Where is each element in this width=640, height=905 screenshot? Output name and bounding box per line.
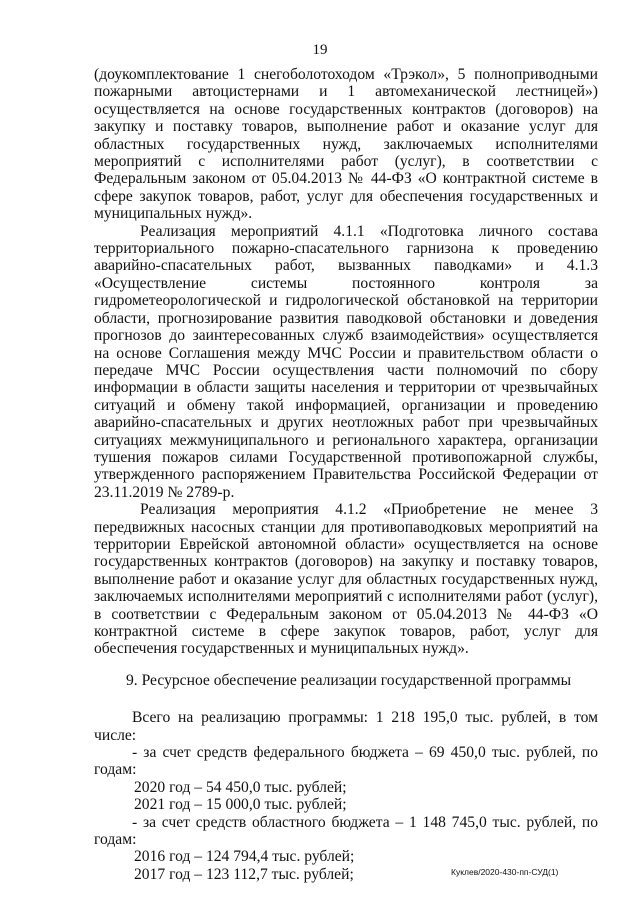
paragraph-measures-4-1-1-4-1-3: Реализация мероприятий 4.1.1 «Подготовка личного состава территориального пожарно-спасательного гарнизона к проведению аварийно-спасательных работ, вызванных паводками» и 4.1.3 «Осуществление системы постоянного контроля за гидрометеорологической и гидрологической обстановкой на территории области, прогнозирование развития паводковой обстановки и доведения прогнозов до заинтересованных служб взаимодействия» осуществляется на основе Соглашения между МЧС России и правительством области о передаче МЧС России осуществления части полномочий по сбору информации в области защиты населения и территории от чрезвычайных ситуаций и обмену такой информацией, организации и проведению аварийно-спасательных и других неотложных работ при чрезвычайных ситуациях межмуниципального и регионального характера, организации тушения пожаров силами Государственной противопожарной службы, утвержденного распоряжением Правительства Российской Федерации от 23.11.2019 № 2789-р. [94,222,598,501]
paragraph-continuation: (доукомплектование 1 снегоболотоходом «Трэкол», 5 полноприводными пожарными автоцистернами и 1 автомеханической лестницей») осуществляется на основе государственных контрактов (договоров) на закупку и поставку товаров, выполнение работ и оказание услуг для областных государственных нужд, заключаемых исполнителями мероприятий с исполнителями работ (услуг), в соответствии с Федеральным законом от 05.04.2013 № 44-ФЗ «О контрактной системе в сфере закупок товаров, работ, услуг для обеспечения государственных и муниципальных нужд». [94,66,598,223]
budget-federal: - за счет средств федерального бюджета – 69 450,0 тыс. рублей, по годам: [94,744,598,779]
regional-year-line: 2016 год – 124 794,4 тыс. рублей; [134,848,355,866]
federal-year-line: 2020 год – 54 450,0 тыс. рублей; [134,778,347,796]
regional-year-line: 2017 год – 123 112,7 тыс. рублей; [134,865,354,883]
federal-year-line: 2021 год – 15 000,0 тыс. рублей; [134,796,347,814]
section-heading: 9. Ресурсное обеспечение реализации государственной программы [126,671,572,689]
footer-document-code: Куклев/2020-430-пп-СУД(1) [451,867,559,877]
page-number: 19 [312,42,328,58]
document-body [94,66,598,883]
paragraph-measure-4-1-2: Реализация мероприятия 4.1.2 «Приобретение не менее 3 передвижных насосных станции для противопаводковых мероприятий на территории Еврейской автономной области» осуществляется на основе государственных контрактов (договоров) на закупку и поставку товаров, выполнение работ и оказание услуг для областных государственных нужд, заключаемых исполнителями мероприятий с исполнителями работ (услуг), в соответствии с Федеральным законом от 05.04.2013 № 44-ФЗ «О контрактной системе в сфере закупок товаров, работ, услуг для обеспечения государственных и муниципальных нужд». [94,501,598,658]
budget-regional: - за счет средств областного бюджета – 1 148 745,0 тыс. рублей, по годам: [94,813,598,849]
budget-total: Всего на реализацию программы: 1 218 195,0 тыс. рублей, в том числе: [94,709,598,744]
